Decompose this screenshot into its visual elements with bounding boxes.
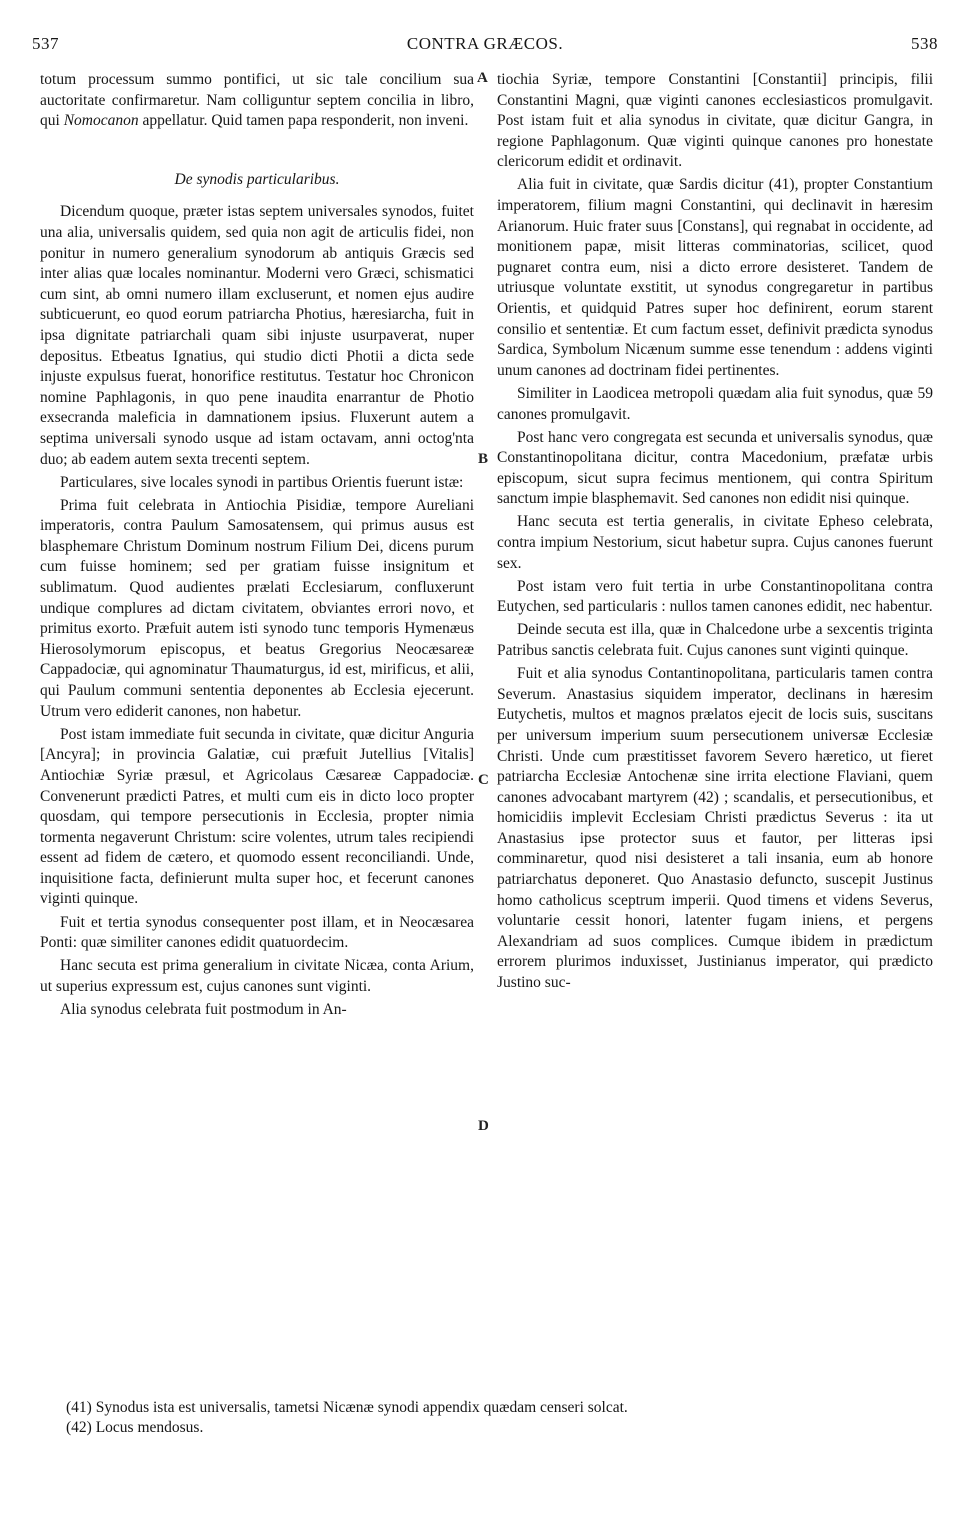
paragraph: totum processum summo pontifici, ut sic tale concilium sua auctoritate confirmaretur. Nam colliguntur septem concilia in libro, qui Nomocanon appellatur. Quid tamen papa responderit, non inveni.	[40, 71, 474, 130]
paragraph: Prima fuit celebrata in Antiochia Pisidiæ, tempore Aureliani imperatoris, contra Paulum Samosatensem, qui primus ausus est blasphemare Christum Dominum nostrum Filium Dei, dicens purum cum fuisse hominem; sed per gratiam fuisse insignitum et sublimatum. Quod audientes prælati Ecclesiarum, confluxerunt undique complures ad dictam civitatem, obviantes errori novo, et primitus exorto. Præfuit autem isti synodo tunc temporis Hymenæus Hierosolymorum episcopus, et beatus Gregorius Neocæsareæ Cappadociæ, qui agnominatur Thaumaturgus, id est, mirificus, et alii, qui Paulum communi sententia deponentes ab Ecclesia ejecerunt. Utrum vero ediderit canones, non habetur.	[40, 496, 474, 720]
paragraph: Alia synodus celebrata fuit postmodum in An-	[60, 1000, 347, 1018]
paragraph: Particulares, sive locales synodi in partibus Orientis fuerunt istæ:	[60, 473, 464, 491]
paragraph: tiochia Syriæ, tempore Constantini [Constantii] principis, filii Constantini Magni, quæ viginti canones ecclesiasticos promulgavit. Post istam fuit et alia synodus in civitate, quæ dicitur Gangra, in regione Paphlagonum. Quæ viginti quinque canones pro honestate clericorum edidit et ordinavit.	[497, 71, 933, 171]
paragraph: Dicendum quoque, præter istas septem universales synodos, fuitet una alia, universalis quidem, sed quia non agit de articulis fidei, non ponitur in numero generalium synodorum ab antiquis Græcis sed inter alias quæ locales nominantur. Moderni vero Græci, schismatici cum sint, ab omni numero illam excluserunt, et nomen ejus audire subticuerunt, eo quod eorum patriarcha Photius, hæresiarcha, fuit in ipsa dignitate patriarchali quam sibi injuste usurpaverat, nuper depositus. Etbeatus Ignatius, qui studio dicti Photii a dicta sede injuste expulsus fuerat, honorifice restitutus. Testatur hoc Chronicon nomine Paphlagonis, in quo pene inaudita enarrantur de Photio exsecranda maleficia in damnationem ipsius. Fluxerunt autem a septima universali synodo usque ad istam octavam, anni octog'nta duo; ab eadem autem sexta trecenti septem.	[40, 203, 474, 468]
margin-marker-b: B	[478, 451, 489, 467]
paragraph: Hanc secuta est tertia generalis, in civitate Epheso celebrata, contra impium Nestorium, sicut habetur supra. Cujus canones fuerunt sex.	[497, 513, 933, 572]
running-title: CONTRA GRÆCOS.	[406, 34, 564, 53]
paragraph: Hanc secuta est prima generalium in civitate Nicæa, conta Arium, ut superius expressum est, cujus canones sunt viginti.	[40, 957, 474, 995]
right-column	[497, 70, 933, 996]
paragraph: Fuit et tertia synodus consequenter post illam, et in Neocæsarea Ponti: quæ similiter canones edidit quatuordecim.	[40, 913, 474, 952]
margin-marker-d: D	[478, 1118, 489, 1134]
margin-marker-c: C	[478, 772, 489, 788]
paragraph: Post hanc vero congregata est secunda et universalis synodus, quæ Constantinopolitana dicitur, contra Macedonium, præfatæ urbis episcopum, sicut supra fecimus mentionem, qui contra Spiritum sanctum impie blasphemavit. Sed canones non edidit nisi quinque.	[497, 428, 933, 508]
paragraph: Alia fuit in civitate, quæ Sardis dicitur (41), propter Constantium imperatorem, filium magni Constantini, qui declinavit in hæresim Arianorum. Huic frater suus [Constans], qui regnabat in occidente, ad monitionem papæ, misit litteras comminatorias, scilicet, quod pugnaret contra eum, nisi a dicto errore desisteret. Tandem de utriusque voluntate exstitit, ut synodus congregaretur in partibus Orientis, et quidquid Patres super hoc definirent, eorum starent consilio et sententiæ. Et cum factum esset, definivit prædicta synodus Sardica, Symbolum Nicænum summe esse tenendum : addens viginti unum canones ad doctrinam fidei pertinentes.	[497, 176, 933, 379]
page-header	[32, 34, 938, 58]
paragraph: Post istam immediate fuit secunda in civitate, quæ dicitur Anguria [Ancyra]; in provincia Galatiæ, cui præfuit Jutellius [Vitalis] Antiochiæ Syriæ præsul, et Agricolaus Cæsareæ Cappadociæ. Convenerunt prædicti Patres, et multi cum eis in dicto loco propter quosdam, qui tempore persecutionis in Ecclesia, propter nimia tormenta negaverunt Christum: scire volentes, utrum tales recipiendi essent ad fidem de cætero, et quomodo essent reconciliandi. Unde, inquisitione facta, definierunt multa super hoc, et fecerunt canones viginti quinque.	[40, 725, 474, 908]
paragraph: Post istam vero fuit tertia in urbe Constantinopolitana contra Eutychen, sed particularis : nullos tamen canones edidit, nec habentur.	[497, 577, 933, 616]
footnotes	[66, 1398, 906, 1438]
footnote-41: (41) Synodus ista est universalis, tametsi Nicænæ synodi appendix quædam censeri solcat.	[66, 1399, 628, 1416]
footnote-42: (42) Locus mendosus.	[66, 1419, 204, 1436]
page-number-left: 537	[32, 34, 59, 53]
paragraph: Similiter in Laodicea metropoli quædam alia fuit synodus, quæ 59 canones promulgavit.	[497, 384, 933, 423]
paragraph: Fuit et alia synodus Contantinopolitana, particularis tamen contra Severum. Anastasius siquidem imperator, declinans in hæresim Eutychetis, multos et magnos prælatos ejecit de locis suis, suscitans per universum imperium suum persecutionem universæ Ecclesiæ Christi. Unde cum præstitisset favorem Severo hæretico, ut fieret patriarcha Ecclesiæ Antochenæ sine irrita electione Flaviani, quem canones advocabant martyrem (42) ; scandalis, et persecutionibus, et homicidiis implevit Ecclesiam Christi prædictus Severus : ita ut Anastasius ipse protector suus et fautor, per litteras ipsi comminaretur, quod nisi desisteret a tali insania, eum ab honore patriarchatus deponeret. Quo Anastasio defuncto, suscepit Justinus homo catholicus sceptrum imperii. Quod timens et videns Severus, voluntarie cessit honori, latenter fugam iniens, et pergens Alexandriam ad suos complices. Cumque ibidem in prædictum errorem plurimos induxisset, Justinianus imperator, qui prædicto Justino suc-	[497, 665, 933, 992]
left-column	[40, 70, 474, 1023]
margin-marker-a: A	[477, 70, 488, 86]
section-heading: De synodis particularibus.	[174, 170, 340, 188]
paragraph: Deinde secuta est illa, quæ in Chalcedone urbe a sexcentis triginta Patribus sanctis celebrata fuit. Cujus canones sunt viginti quinque.	[497, 621, 933, 660]
page-number-right: 538	[911, 34, 938, 53]
